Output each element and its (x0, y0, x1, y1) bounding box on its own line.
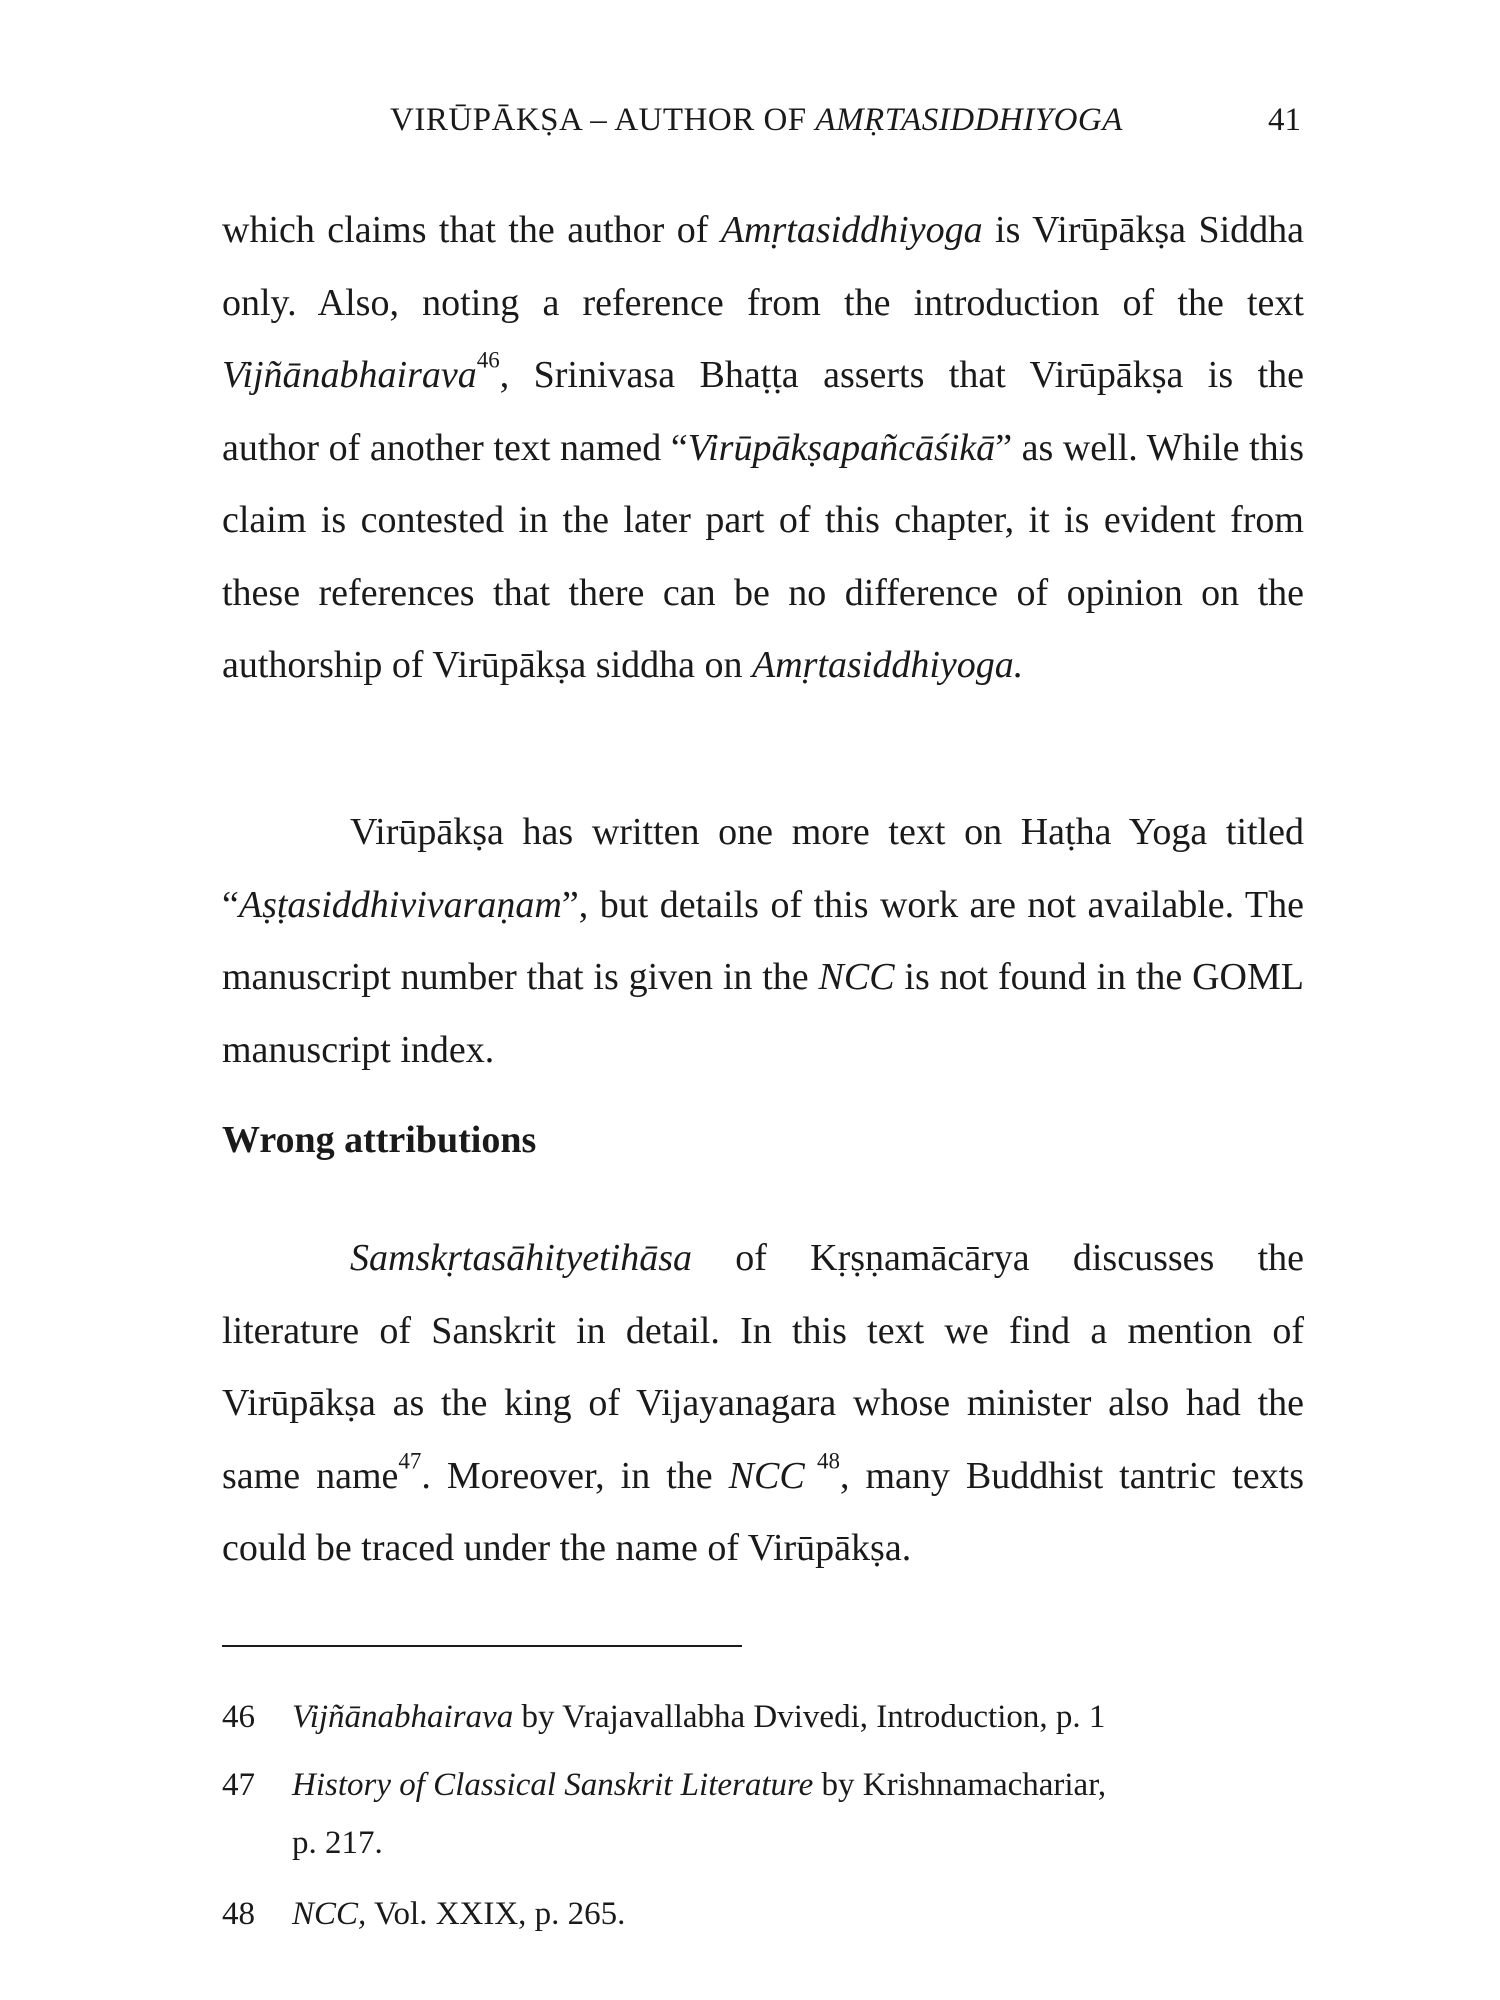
paragraph-hatha-yoga-text (222, 796, 1304, 1086)
text-run: is Virūpākṣa Siddha only. Also, noting a reference from the introduction of the text (222, 209, 1305, 324)
footnote-number: 46 (222, 1699, 255, 1735)
footnote-48 (222, 1885, 1304, 1943)
italic-abbreviation: NCC (728, 1454, 805, 1497)
footnote-46 (222, 1688, 1304, 1746)
text-run: , Srinivasa Bhaṭṭa asserts that Virūpākṣa is the author of another text named “ (222, 354, 1304, 469)
text-run: of Kṛṣṇamācārya discusses the literature of Sanskrit in detail. In this text we find a mention of Virūpākṣa as the king of Vijayanagara whose minister also had the same name (222, 1237, 1304, 1497)
footnote-text: Vol. XXIX, p. 265. (366, 1896, 626, 1932)
footnote-continuation: p. 217. (292, 1825, 383, 1861)
italic-title: Aṣṭasiddhivivaraṇam (238, 883, 562, 926)
running-title-italic: AMṚTASIDDHIYOGA (815, 102, 1123, 138)
footnote-47 (222, 1756, 1304, 1872)
footnote-ref-47: 47 (398, 1447, 422, 1473)
italic-title: Amṛtasiddhiyoga. (752, 644, 1024, 686)
footnote-text: by Krishnamachariar, (813, 1767, 1107, 1803)
running-header (390, 102, 1123, 139)
text-run: which claims that the author of (222, 209, 721, 251)
italic-title: Amṛtasiddhiyoga (720, 209, 983, 251)
footnote-number: 48 (222, 1896, 255, 1932)
italic-title: Virūpākṣapañcāśikā (687, 426, 996, 469)
italic-title: Samskṛtasāhityetihāsa (350, 1237, 692, 1279)
text-run: ” as well. While this claim is contested in the later part of this chapter, it is evident from these references that there can be no difference of opinion on the authorship of Virūpākṣa siddha on (222, 426, 1304, 686)
italic-abbreviation: NCC (818, 956, 895, 998)
footnote-title: Vijñānabhairava (292, 1699, 514, 1735)
text-run: is not found in the GOML manuscript index. (222, 956, 1304, 1071)
text-run: . Moreover, in the (421, 1454, 729, 1497)
text-run: , many Buddhist tantric texts could be traced under the name of Virūpākṣa. (222, 1454, 1304, 1569)
page-number: 41 (1268, 102, 1301, 138)
footnote-ref-46: 46 (476, 347, 500, 373)
italic-title: Vijñānabhairava (222, 354, 477, 396)
footnote-title: History of Classical Sanskrit Literature (292, 1767, 814, 1803)
footnote-text: by Vrajavallabha Dvivedi, Introduction, p. 1 (513, 1699, 1106, 1735)
paragraph-wrong-attributions (222, 1222, 1304, 1585)
section-heading: Wrong attributions (222, 1119, 537, 1161)
text-run: ”, but details of this work are not available. The manuscript number that is given in the (222, 883, 1304, 998)
footnote-title: NCC, (292, 1896, 367, 1932)
text-run: Virūpākṣa has written one more text on Haṭha Yoga titled “ (222, 811, 1304, 926)
footnote-ref-48: 48 (804, 1447, 840, 1473)
paragraph-continuation (222, 194, 1304, 702)
footnote-divider (222, 1645, 742, 1647)
footnote-number: 47 (222, 1767, 255, 1803)
running-title-text: VIRŪPĀKṢA – AUTHOR OF (390, 102, 816, 138)
